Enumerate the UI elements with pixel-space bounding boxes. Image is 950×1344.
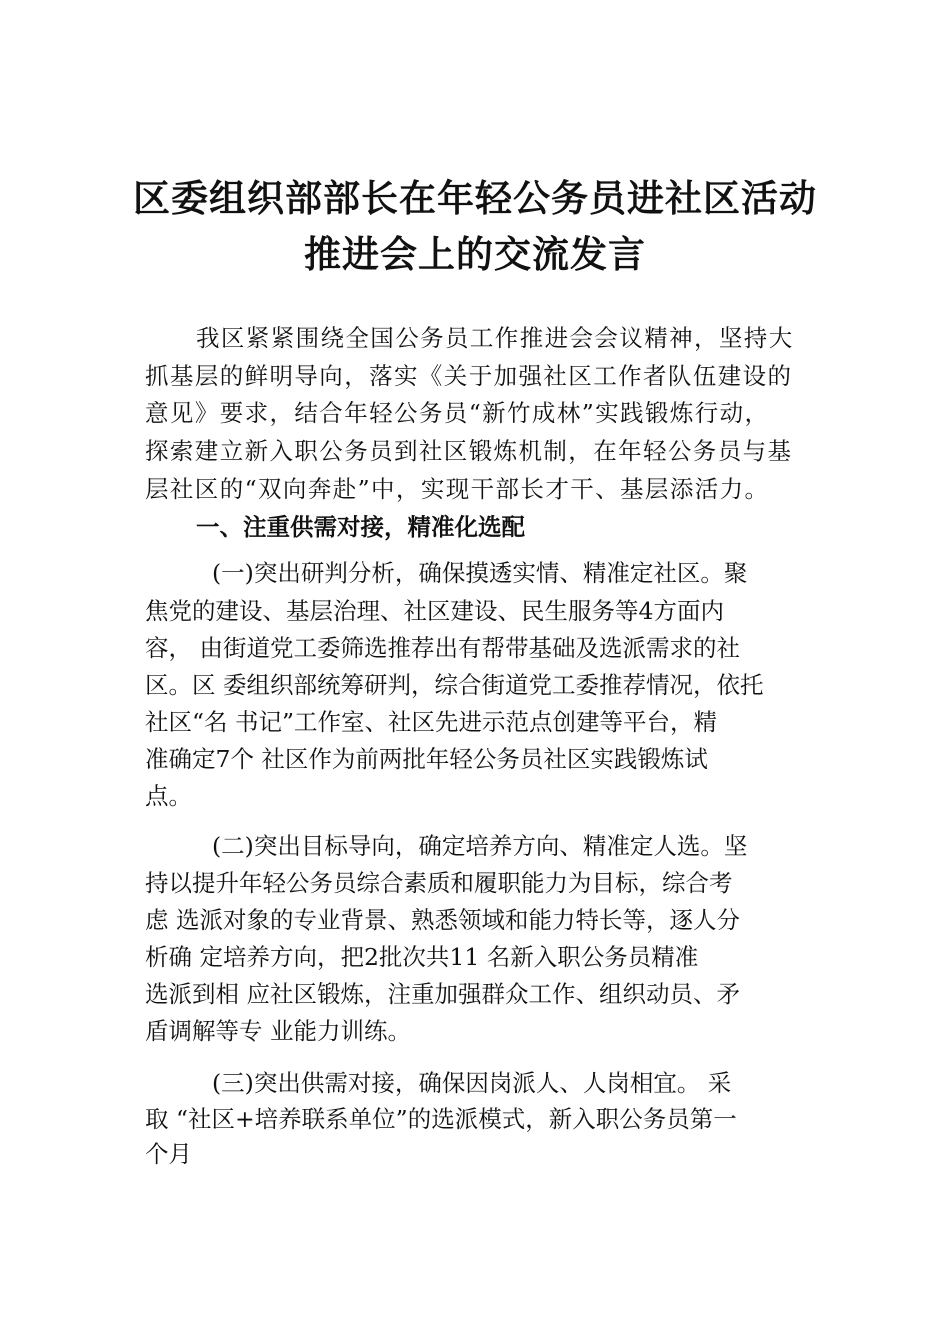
item1-line-4: 区。区 委组织部统筹研判，综合街道党工委推荐情况，依托: [145, 671, 764, 699]
intro-line-4: 探索建立新入职公务员到社区锻炼机制，在年轻公务员与基: [145, 437, 793, 465]
intro-line-2: 抓基层的鲜明导向，落实《关于加强社区工作者队伍建设的: [145, 362, 793, 390]
item1-line-5: 社区“名 书记”工作室、社区先进示范点创建等平台，精: [145, 708, 717, 736]
item2-line-3: 虑 选派对象的专业背景、熟悉领域和能力特长等，逐人分: [145, 906, 740, 934]
intro-line-5: 层社区的“双向奔赴”中，实现干部长才干、基层添活力。: [145, 475, 770, 503]
item1-line-2: 焦党的建设、基层治理、社区建设、民生服务等4方面内: [145, 597, 724, 625]
document-title-line-1: 区委组织部部长在年轻公务员进社区活动: [133, 177, 817, 220]
item1-line-3: 容， 由街道党工委筛选推荐出有帮带基础及选派需求的社: [145, 634, 740, 662]
item2-line-5: 选派到相 应社区锻炼，注重加强群众工作、组织动员、矛: [145, 980, 740, 1008]
item2-line-6: 盾调解等专 业能力训练。: [145, 1017, 411, 1045]
intro-line-3: 意见》要求，结合年轻公务员“新竹成林”实践锻炼行动，: [145, 399, 770, 427]
intro-line-1: 我区紧紧围绕全国公务员工作推进会会议精神，坚持大: [196, 324, 794, 352]
item2-line-4: 析确 定培养方向，把2批次共11 名新入职公务员精准: [145, 943, 699, 971]
item2-line-1: (二)突出目标导向，确定培养方向、精准定人选。坚: [212, 832, 748, 860]
item3-line-1: (三)突出供需对接，确保因岗派人、人岗相宜。 采: [212, 1069, 732, 1097]
item1-line-7: 点。: [145, 782, 192, 810]
item3-line-3: 个月: [145, 1140, 192, 1168]
document-title-line-2: 推进会上的交流发言: [304, 233, 646, 276]
item1-line-1: (一)突出研判分析，确保摸透实情、精准定社区。聚: [212, 559, 748, 587]
item3-line-2: 取 “社区+培养联系单位”的选派模式，新入职公务员第一: [145, 1105, 737, 1133]
section-heading-1: 一、注重供需对接，精准化选配: [196, 513, 525, 541]
item1-line-6: 准确定7个 社区作为前两批年轻公务员社区实践锻炼试: [145, 745, 708, 773]
item2-line-2: 持以提升年轻公务员综合素质和履职能力为目标，综合考: [145, 869, 733, 897]
